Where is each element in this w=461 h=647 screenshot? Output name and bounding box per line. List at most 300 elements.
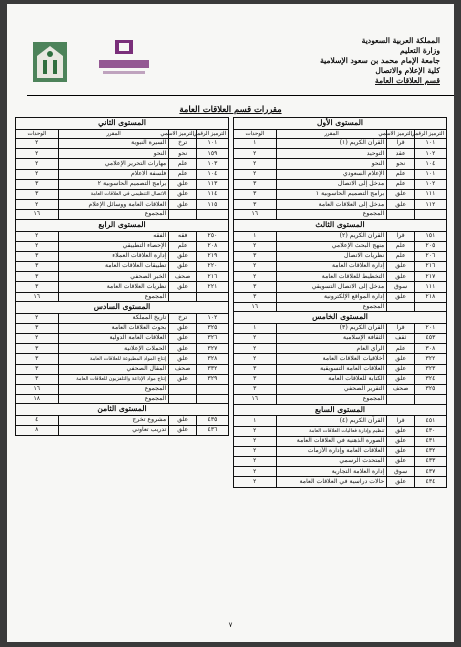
header-course: المقرر <box>58 129 169 139</box>
course-row <box>234 139 447 149</box>
course-code: ٤٣٥ <box>197 415 229 425</box>
course-code: ٣٢٥ <box>415 385 447 395</box>
course-hours: ٢ <box>16 149 59 159</box>
course-abbr: نحو <box>387 159 415 169</box>
course-name: مدخل إلى العلاقات العامة <box>276 200 387 210</box>
total-label: المجموع <box>58 210 169 220</box>
course-row <box>234 241 447 251</box>
course-hours: ١ <box>234 323 277 333</box>
course-row <box>16 415 229 425</box>
course-name: تنظيم وإدارة فعاليات العلاقات العامة <box>276 426 387 436</box>
course-abbr: علق <box>387 292 415 302</box>
course-name: الكتابة للعلاقات العامة <box>276 374 387 384</box>
course-name: إنتاج المواد المطبوعة للعلاقات العامة <box>58 354 169 364</box>
course-row <box>234 436 447 446</box>
course-name: الخبر الصحفي <box>58 272 169 282</box>
course-hours: ٢ <box>234 262 277 272</box>
course-name: العلاقات العامة التسويقية <box>276 364 387 374</box>
course-name: إدارة العلامة التجارية <box>276 467 387 477</box>
course-name: النحو <box>58 149 169 159</box>
course-abbr: علق <box>387 200 415 210</box>
course-name: تاريخ المملكة <box>58 313 169 323</box>
total-cell <box>197 292 229 302</box>
course-code: ٤٣١ <box>415 436 447 446</box>
course-code: ١١١ <box>415 190 447 200</box>
course-name: إدارة العلاقات العملاء <box>58 251 169 261</box>
course-abbr: عقد <box>387 149 415 159</box>
course-name: مهارات التحرير الإعلامي <box>58 159 169 169</box>
course-code: ١٠٢ <box>415 149 447 159</box>
course-name: القرآن الكريم (٣) <box>276 323 387 333</box>
total-cell <box>197 210 229 220</box>
course-code: ١٠١ <box>415 139 447 149</box>
course-abbr: علق <box>169 200 197 210</box>
course-hours: ٣ <box>16 179 59 189</box>
course-abbr: ترخ <box>169 313 197 323</box>
level-title: المستوى الثاني <box>16 118 229 130</box>
institution-header-text <box>320 36 440 86</box>
course-hours: ٣ <box>234 251 277 261</box>
course-abbr: علق <box>387 457 415 467</box>
course-abbr: علق <box>387 446 415 456</box>
course-abbr: علق <box>169 425 197 435</box>
course-row <box>234 272 447 282</box>
course-hours: ٢ <box>234 467 277 477</box>
course-name: القرآن الكريم (٤) <box>276 416 387 426</box>
course-code: ٢١٧ <box>415 272 447 282</box>
course-code: ٢٠٦ <box>415 251 447 261</box>
header-abbr: الترميز الاسمي <box>169 129 197 139</box>
course-code: ١٠٢ <box>197 313 229 323</box>
course-abbr: علم <box>169 241 197 251</box>
course-code: ٢١٩ <box>197 251 229 261</box>
course-code: ٣٠٨ <box>415 344 447 354</box>
course-row <box>16 190 229 200</box>
course-code: ١٠٤ <box>197 169 229 179</box>
course-hours: ٣ <box>16 344 59 354</box>
level-title: المستوى الخامس <box>234 312 447 324</box>
course-hours: ٣ <box>16 272 59 282</box>
course-abbr: علق <box>169 282 197 292</box>
course-name: السيرة النبوية <box>58 139 169 149</box>
course-abbr: علق <box>387 477 415 487</box>
right-column <box>233 117 447 488</box>
course-hours: ٢ <box>16 231 59 241</box>
course-hours: ٢ <box>234 334 277 344</box>
course-row <box>234 416 447 426</box>
total-cell <box>387 302 415 312</box>
course-hours: ٢ <box>16 159 59 169</box>
course-name: الإحصاء التطبيقي <box>58 241 169 251</box>
course-code: ٤٥٣ <box>415 334 447 344</box>
course-row <box>234 149 447 159</box>
total-row <box>16 385 229 395</box>
course-row <box>16 364 229 374</box>
course-hours: ٢ <box>16 313 59 323</box>
total-cell <box>169 385 197 395</box>
course-abbr: قرا <box>387 323 415 333</box>
course-hours: ٢ <box>234 149 277 159</box>
course-name: التقرير الصحفي <box>276 385 387 395</box>
course-row <box>16 323 229 333</box>
course-hours: ٣ <box>16 354 59 364</box>
course-abbr: علق <box>169 251 197 261</box>
header-abbr: الترميز الاسمي <box>387 129 415 139</box>
course-name: الاتصال التنظيمي في العلاقات العامة <box>58 190 169 200</box>
course-hours: ٨ <box>16 425 59 435</box>
course-name: إنتاج مواد الإذاعة والتلفزيون للعلاقات العامة <box>58 374 169 384</box>
course-hours: ٣ <box>234 292 277 302</box>
total-row <box>234 302 447 312</box>
header-line: المملكة العربية السعودية <box>361 36 440 45</box>
level-title-row <box>16 220 229 232</box>
course-name: إدارة المواقع الإلكترونية <box>276 292 387 302</box>
vision-logo-icon <box>99 40 149 78</box>
course-row <box>16 313 229 323</box>
total-label <box>197 394 229 404</box>
total-cell <box>387 210 415 220</box>
course-hours: ٣ <box>16 190 59 200</box>
course-hours: ١ <box>234 231 277 241</box>
course-row <box>16 282 229 292</box>
level-title: المستوى الأول <box>234 118 447 130</box>
course-name: برامج التصميم الحاسوبية ١ <box>276 190 387 200</box>
course-row <box>234 169 447 179</box>
course-name: برامج التصميم الحاسوبية ٢ <box>58 179 169 189</box>
course-code: ٢١٦ <box>197 272 229 282</box>
course-code: ٢١٨ <box>415 292 447 302</box>
course-row <box>234 282 447 292</box>
total-label: المجموع <box>276 210 387 220</box>
course-code: ١٥١ <box>415 231 447 241</box>
course-code: ٤٣٤ <box>415 477 447 487</box>
course-code: ٣٢٣ <box>415 364 447 374</box>
course-row <box>16 241 229 251</box>
course-code: ١١٤ <box>197 190 229 200</box>
course-code: ١٠٣ <box>197 159 229 169</box>
course-abbr: علق <box>169 344 197 354</box>
course-hours: ٢ <box>234 344 277 354</box>
level-title-row <box>234 404 447 416</box>
course-row <box>234 426 447 436</box>
course-code: ١٥٩ <box>197 149 229 159</box>
course-code: ٢١٦ <box>415 262 447 272</box>
course-code: ١١١ <box>415 282 447 292</box>
course-name: منهج البحث الإعلامي <box>276 241 387 251</box>
course-name: المقال الصحفي <box>58 364 169 374</box>
course-hours: ٢ <box>16 334 59 344</box>
course-hours: ٢ <box>234 354 277 364</box>
course-row <box>16 272 229 282</box>
course-hours: ٣ <box>16 262 59 272</box>
course-row <box>16 354 229 364</box>
course-row <box>234 292 447 302</box>
total-hours: ١٦ <box>16 292 59 302</box>
course-row <box>234 190 447 200</box>
course-row <box>16 200 229 210</box>
course-hours: ٣ <box>16 364 59 374</box>
course-name: إدارة العلاقات العامة <box>276 262 387 272</box>
course-code: ٢٢٠ <box>197 262 229 272</box>
course-hours: ٢ <box>234 426 277 436</box>
header-hours: الوحدات <box>16 129 59 139</box>
course-abbr: علم <box>387 179 415 189</box>
total-cell <box>415 395 447 405</box>
course-name: الرأي العام <box>276 344 387 354</box>
course-code: ١٠٢ <box>415 179 447 189</box>
courses-table <box>233 117 447 488</box>
course-hours: ٤ <box>16 415 59 425</box>
course-abbr: علق <box>169 323 197 333</box>
level-title-row <box>234 118 447 130</box>
course-row <box>234 231 447 241</box>
course-code: ٤٣٦ <box>197 425 229 435</box>
course-abbr: علق <box>387 426 415 436</box>
document-page <box>7 4 454 642</box>
total-label: المجموع <box>58 292 169 302</box>
course-code: ٣٢٥ <box>197 323 229 333</box>
course-name: التوحيد <box>276 149 387 159</box>
course-abbr: ثقف <box>387 334 415 344</box>
course-name: أخلاقيات العلاقات العامة <box>276 354 387 364</box>
level-title: المستوى الثامن <box>16 404 229 416</box>
course-row <box>16 179 229 189</box>
course-name: الثقافة الإسلامية <box>276 334 387 344</box>
course-row <box>16 251 229 261</box>
course-name: النحو <box>276 159 387 169</box>
course-abbr: علق <box>387 272 415 282</box>
total-cell <box>415 210 447 220</box>
total-cell <box>169 292 197 302</box>
course-hours: ٢ <box>234 169 277 179</box>
course-hours: ٣ <box>16 251 59 261</box>
course-hours: ٢ <box>234 272 277 282</box>
course-code: ٣٢٨ <box>197 354 229 364</box>
course-code: ٢٠٨ <box>197 241 229 251</box>
course-abbr: صحف <box>169 364 197 374</box>
total-label <box>169 394 197 404</box>
course-row <box>16 149 229 159</box>
course-name: نظريات العلاقات العامة <box>58 282 169 292</box>
course-code: ١١٢ <box>415 200 447 210</box>
course-code: ١٠١ <box>415 169 447 179</box>
course-name: الفقه <box>58 231 169 241</box>
course-abbr: علق <box>169 334 197 344</box>
course-code: ٣٢٢ <box>415 354 447 364</box>
course-row <box>16 334 229 344</box>
course-hours: ٢ <box>16 169 59 179</box>
header-line: كلية الإعلام والاتصال <box>375 66 440 75</box>
total-row <box>16 394 229 404</box>
course-row <box>234 446 447 456</box>
level-title-row <box>16 404 229 416</box>
total-label: المجموع <box>58 385 169 395</box>
course-row <box>16 159 229 169</box>
course-abbr: علم <box>169 159 197 169</box>
course-code: ٣٣٢ <box>197 364 229 374</box>
course-abbr: فقه <box>169 231 197 241</box>
course-abbr: علم <box>387 344 415 354</box>
page-title: مقررات قسم العلاقات العامة <box>179 104 282 114</box>
total-label: المجموع <box>58 394 169 404</box>
course-row <box>16 374 229 384</box>
header-line: وزارة التعليم <box>400 46 440 55</box>
course-code: ٢٠٥ <box>415 241 447 251</box>
course-abbr: قرا <box>387 231 415 241</box>
course-row <box>234 334 447 344</box>
course-abbr: علق <box>169 374 197 384</box>
course-row <box>234 374 447 384</box>
course-hours: ٢ <box>16 241 59 251</box>
page-number: ٧ <box>228 621 233 629</box>
university-logo-icon <box>33 42 67 82</box>
course-code: ٢٥٠ <box>197 231 229 241</box>
course-row <box>234 323 447 333</box>
course-code: ١٠٤ <box>415 159 447 169</box>
course-abbr: سوق <box>387 282 415 292</box>
course-row <box>16 231 229 241</box>
course-code: ١٠١ <box>197 139 229 149</box>
course-name: تدريب تعاوني <box>58 425 169 435</box>
course-hours: ٢ <box>234 446 277 456</box>
course-code: ٤٣٧ <box>415 467 447 477</box>
course-name: نظريات الاتصال <box>276 251 387 261</box>
level-title-row <box>234 220 447 232</box>
total-label: المجموع <box>276 302 387 312</box>
total-hours: ١٨ <box>16 394 59 404</box>
course-name: التخطيط للعلاقات العامة <box>276 272 387 282</box>
course-abbr: علق <box>387 364 415 374</box>
course-abbr: علق <box>387 262 415 272</box>
course-abbr: علم <box>169 169 197 179</box>
header-code: الترميز الرقمي <box>415 129 447 139</box>
course-abbr: نحو <box>169 149 197 159</box>
course-row <box>234 354 447 364</box>
course-row <box>16 169 229 179</box>
course-abbr: علق <box>387 436 415 446</box>
course-name: العلاقات العامة وإدارة الأزمات <box>276 446 387 456</box>
course-code: ٢٠١ <box>415 323 447 333</box>
course-code: ٤٥١ <box>415 416 447 426</box>
level-title: المستوى السادس <box>16 302 229 314</box>
total-cell <box>415 302 447 312</box>
course-hours: ١ <box>234 416 277 426</box>
course-abbr: صحف <box>169 272 197 282</box>
course-row <box>16 262 229 272</box>
total-hours: ١٦ <box>234 210 277 220</box>
course-hours: ٢ <box>234 159 277 169</box>
course-row <box>234 457 447 467</box>
course-abbr: علم <box>387 169 415 179</box>
course-hours: ٢ <box>234 436 277 446</box>
course-code: ١١٣ <box>197 179 229 189</box>
total-hours: ١٦ <box>16 385 59 395</box>
course-hours: ٣ <box>234 374 277 384</box>
course-name: العلاقات العامة الدولية <box>58 334 169 344</box>
course-hours: ٢ <box>16 139 59 149</box>
course-name: الحملات الإعلانية <box>58 344 169 354</box>
course-abbr: علق <box>169 262 197 272</box>
course-abbr: علق <box>387 190 415 200</box>
course-code: ٣٢٤ <box>415 374 447 384</box>
course-row <box>16 139 229 149</box>
course-hours: ١ <box>234 139 277 149</box>
left-column <box>15 117 229 436</box>
course-code: ٣٢٧ <box>197 344 229 354</box>
level-title: المستوى السابع <box>234 404 447 416</box>
course-name: العلاقات العامة ووسائل الإعلام <box>58 200 169 210</box>
total-row <box>16 210 229 220</box>
total-row <box>234 210 447 220</box>
course-code: ٤٣٠ <box>415 426 447 436</box>
course-hours: ٣ <box>16 323 59 333</box>
course-name: القرآن الكريم (١) <box>276 139 387 149</box>
course-name: تطبيقات العلاقات العامة <box>58 262 169 272</box>
course-name: الصورة الذهنية في العلاقات العامة <box>276 436 387 446</box>
header-hours: الوحدات <box>234 129 277 139</box>
header-divider <box>27 95 454 96</box>
course-abbr: قرا <box>387 416 415 426</box>
course-name: حالات دراسية في العلاقات العامة <box>276 477 387 487</box>
course-abbr: علق <box>169 415 197 425</box>
course-row <box>234 344 447 354</box>
course-row <box>234 200 447 210</box>
level-title-row <box>16 118 229 130</box>
course-hours: ٣ <box>234 364 277 374</box>
document-header <box>7 4 454 85</box>
course-row <box>234 467 447 477</box>
course-abbr: صحف <box>387 385 415 395</box>
total-hours: ١٦ <box>16 210 59 220</box>
course-code: ٣٢٩ <box>197 374 229 384</box>
course-name: بحوث العلاقات العامة <box>58 323 169 333</box>
level-title: المستوى الثالث <box>234 220 447 232</box>
header-line: جامعة الإمام محمد بن سعود الإسلامية <box>320 56 440 65</box>
course-row <box>16 425 229 435</box>
column-header-row <box>16 129 229 139</box>
course-row <box>234 159 447 169</box>
course-hours: ٢ <box>234 477 277 487</box>
course-abbr: قرا <box>387 139 415 149</box>
course-name: فلسفة الاعلام <box>58 169 169 179</box>
course-hours: ٢ <box>234 241 277 251</box>
course-abbr: علق <box>169 354 197 364</box>
total-cell <box>387 395 415 405</box>
course-abbr: علق <box>387 374 415 384</box>
total-row <box>16 292 229 302</box>
course-row <box>234 477 447 487</box>
header-line: قسم العلاقات العامة <box>375 76 440 85</box>
level-title-row <box>16 302 229 314</box>
course-hours: ٢ <box>234 457 277 467</box>
course-row <box>234 364 447 374</box>
course-row <box>234 262 447 272</box>
course-abbr: علق <box>387 354 415 364</box>
total-cell <box>169 210 197 220</box>
course-code: ١١٥ <box>197 200 229 210</box>
course-row <box>16 344 229 354</box>
course-hours: ٢ <box>16 200 59 210</box>
course-abbr: سوق <box>387 467 415 477</box>
course-row <box>234 385 447 395</box>
course-abbr: علق <box>169 190 197 200</box>
total-label: المجموع <box>276 395 387 405</box>
course-code: ٤٣٢ <box>415 446 447 456</box>
total-row <box>234 395 447 405</box>
course-row <box>234 251 447 261</box>
header-course: المقرر <box>276 129 387 139</box>
course-hours: ٣ <box>234 282 277 292</box>
